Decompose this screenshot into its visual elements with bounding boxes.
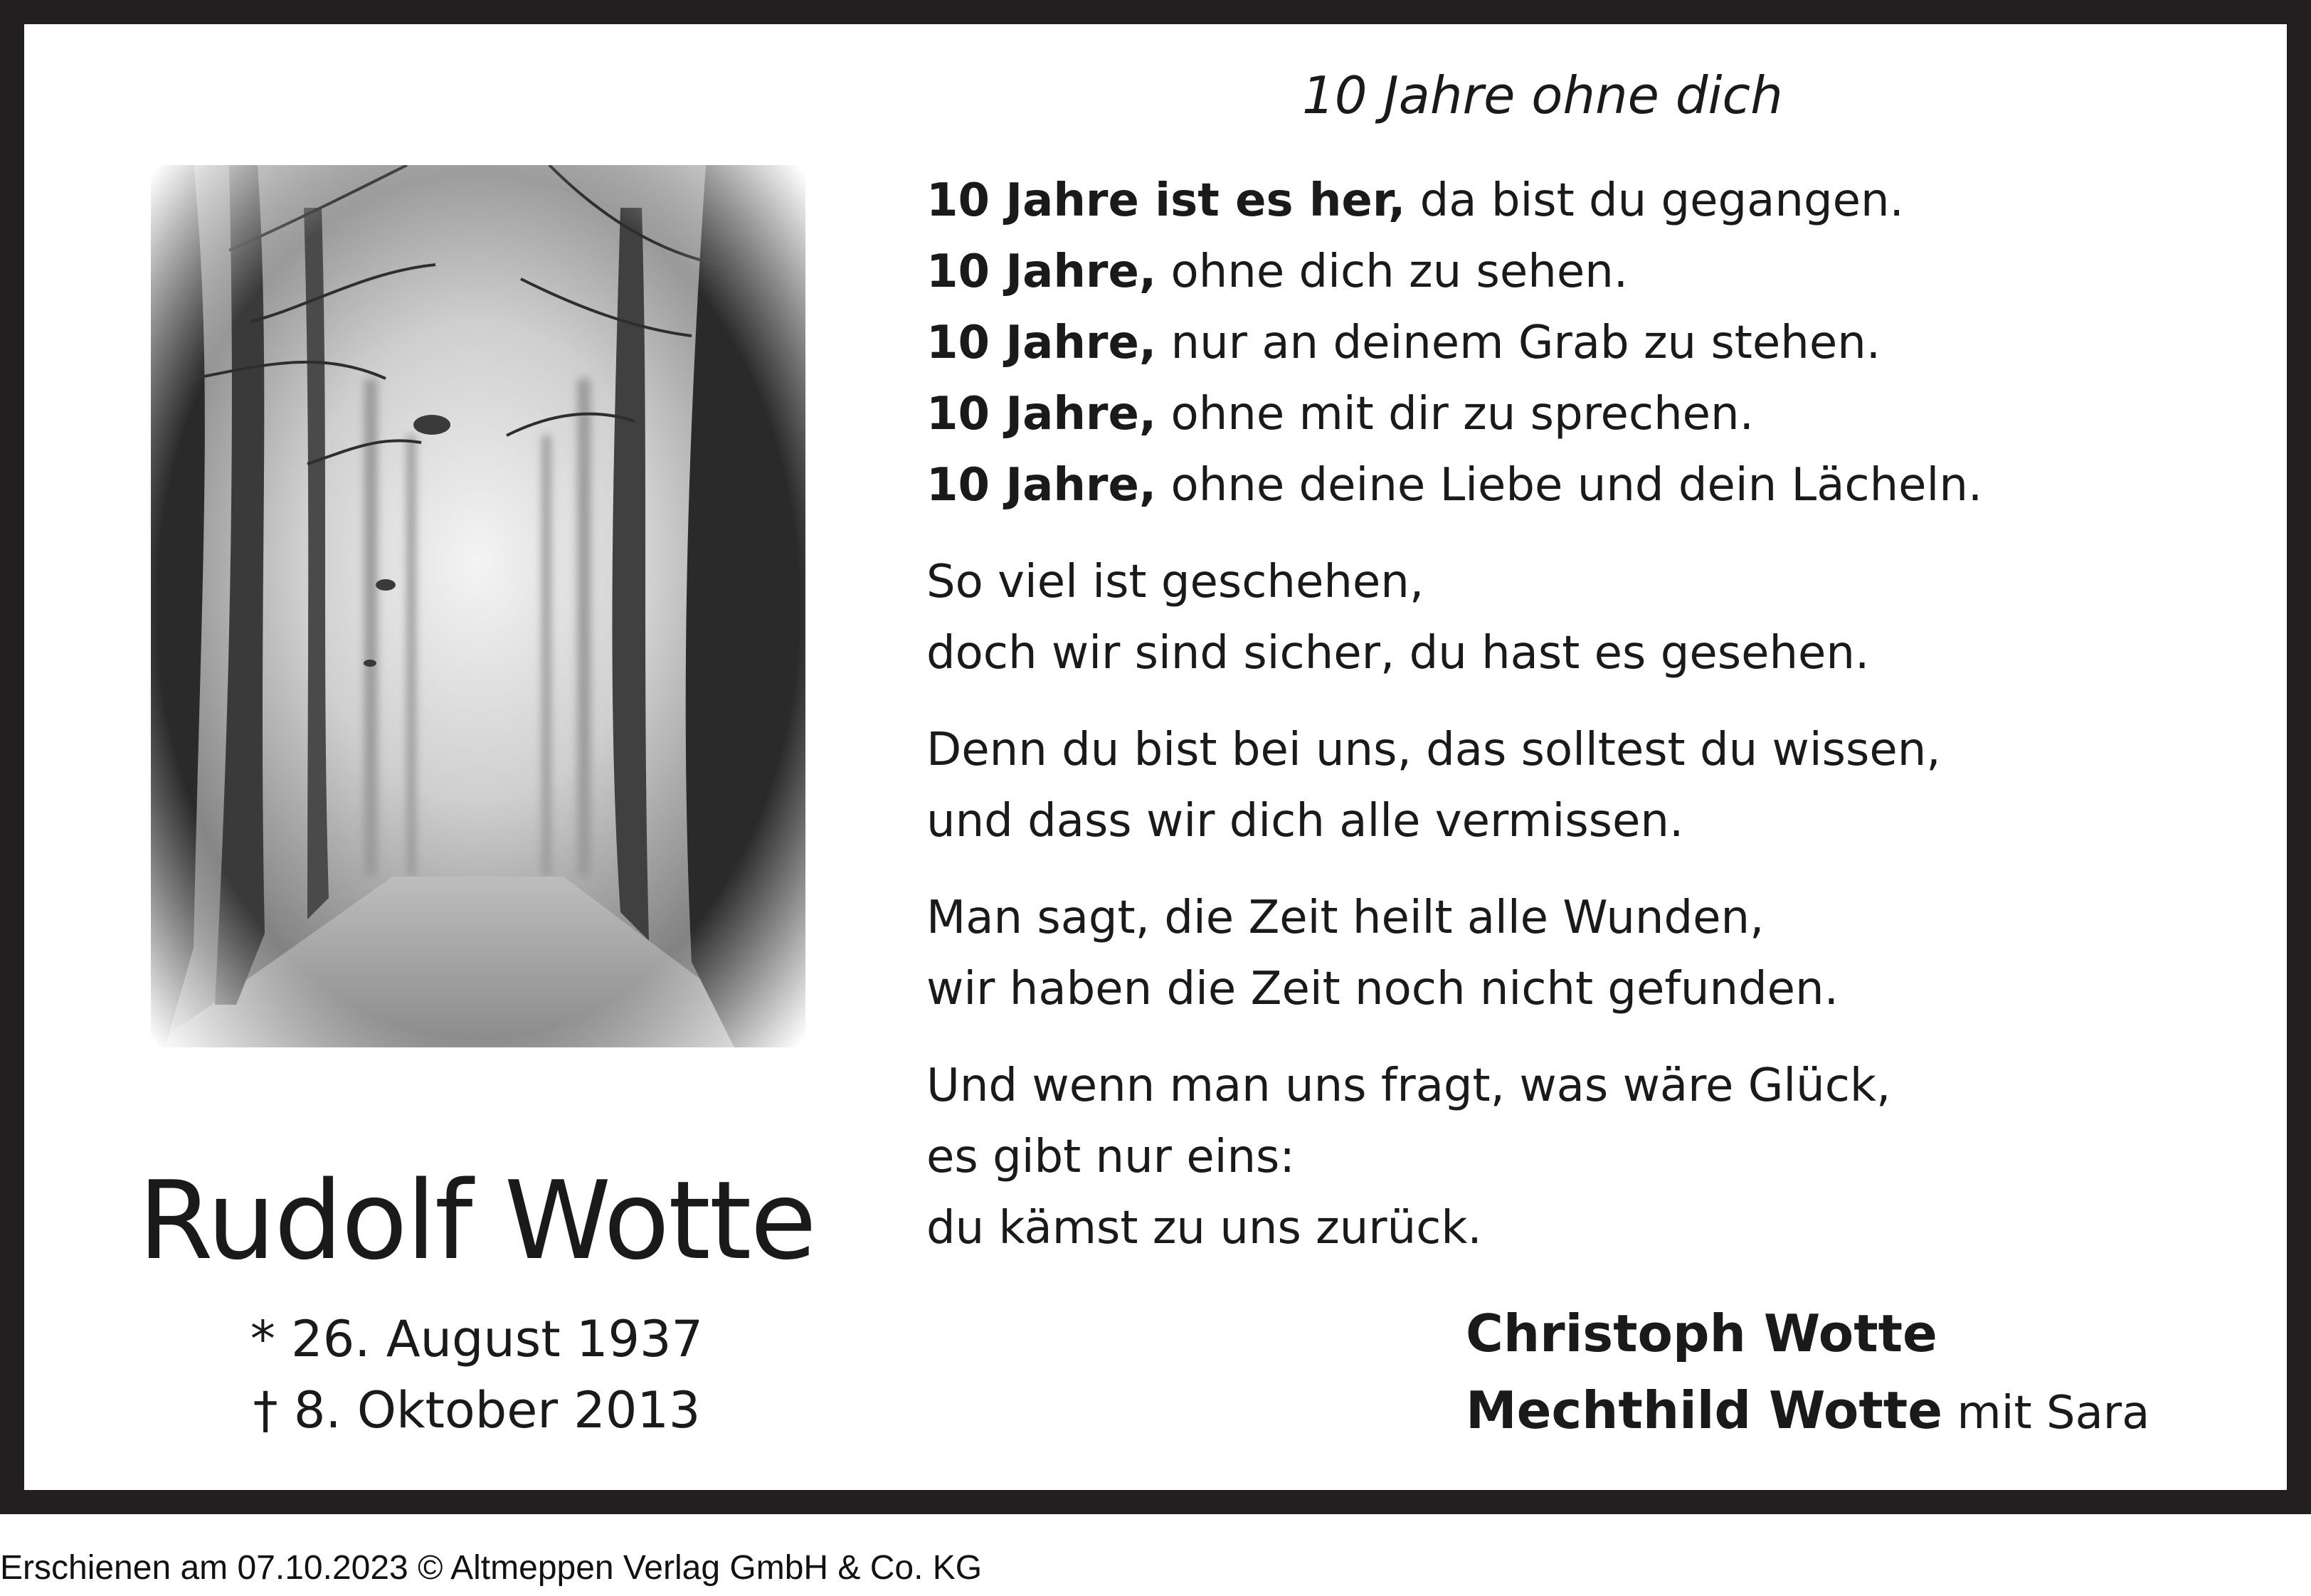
poem-line xyxy=(926,236,2250,307)
poem-text: ohne dich zu sehen. xyxy=(1156,245,1629,298)
signature xyxy=(1466,1295,2149,1452)
deceased-name: Rudolf Wotte xyxy=(138,1158,815,1284)
poem-line: So viel ist geschehen, xyxy=(926,556,1424,608)
stanza-1 xyxy=(926,165,2250,521)
birth-date: * 26. August 1937 xyxy=(250,1310,704,1368)
poem-bold: 10 Jahre, xyxy=(926,317,1157,369)
poem-bold: 10 Jahre, xyxy=(926,245,1157,298)
poem-line xyxy=(926,450,2250,521)
poem-bold: 10 Jahre, xyxy=(926,459,1157,512)
signer-extra: mit Sara xyxy=(1942,1387,2150,1439)
stanza-5 xyxy=(926,1050,2250,1264)
poem-line: Denn du bist bei uns, das solltest du wissen, xyxy=(926,724,1941,776)
poem-line: doch wir sind sicher, du hast es gesehen. xyxy=(926,627,1870,680)
poem-line: Man sagt, die Zeit heilt alle Wunden, xyxy=(926,892,1765,944)
poem-line: und dass wir dich alle vermissen. xyxy=(926,795,1684,847)
poem-bold: 10 Jahre ist es her, xyxy=(926,174,1406,227)
poem-line: wir haben die Zeit noch nicht gefunden. xyxy=(926,963,1839,1015)
signer-name: Christoph Wotte xyxy=(1466,1304,1937,1363)
poem-bold: 10 Jahre, xyxy=(926,388,1157,440)
poem-text: ohne mit dir zu sprechen. xyxy=(1156,388,1754,440)
poem xyxy=(926,165,2250,1289)
tree-avenue-image xyxy=(151,165,805,1047)
poem-text: nur an deinem Grab zu stehen. xyxy=(1156,317,1881,369)
poem-text: ohne deine Liebe und dein Lächeln. xyxy=(1156,459,1983,512)
misty-avenue-photo xyxy=(151,165,805,1047)
poem-line xyxy=(926,379,2250,450)
poem-line: es gibt nur eins: xyxy=(926,1131,1295,1183)
death-date: † 8. Oktober 2013 xyxy=(253,1381,701,1439)
poem-line xyxy=(926,165,2250,236)
headline: 10 Jahre ohne dich xyxy=(1302,65,1783,125)
poem-line xyxy=(926,307,2250,379)
life-dates xyxy=(107,1304,847,1446)
signature-line-2 xyxy=(1466,1372,2149,1452)
poem-text: da bist du gegangen. xyxy=(1405,174,1904,227)
poem-line: Und wenn man uns fragt, was wäre Glück, xyxy=(926,1059,1891,1112)
signature-line-1 xyxy=(1466,1295,2149,1372)
publication-footer: Erschienen am 07.10.2023 © Altmeppen Verlag GmbH & Co. KG xyxy=(0,1549,983,1587)
signer-name: Mechthild Wotte xyxy=(1466,1380,1943,1440)
stanza-2 xyxy=(926,546,2250,689)
poem-line: du kämst zu uns zurück. xyxy=(926,1202,1482,1254)
stanza-3 xyxy=(926,714,2250,857)
stanza-4 xyxy=(926,882,2250,1025)
